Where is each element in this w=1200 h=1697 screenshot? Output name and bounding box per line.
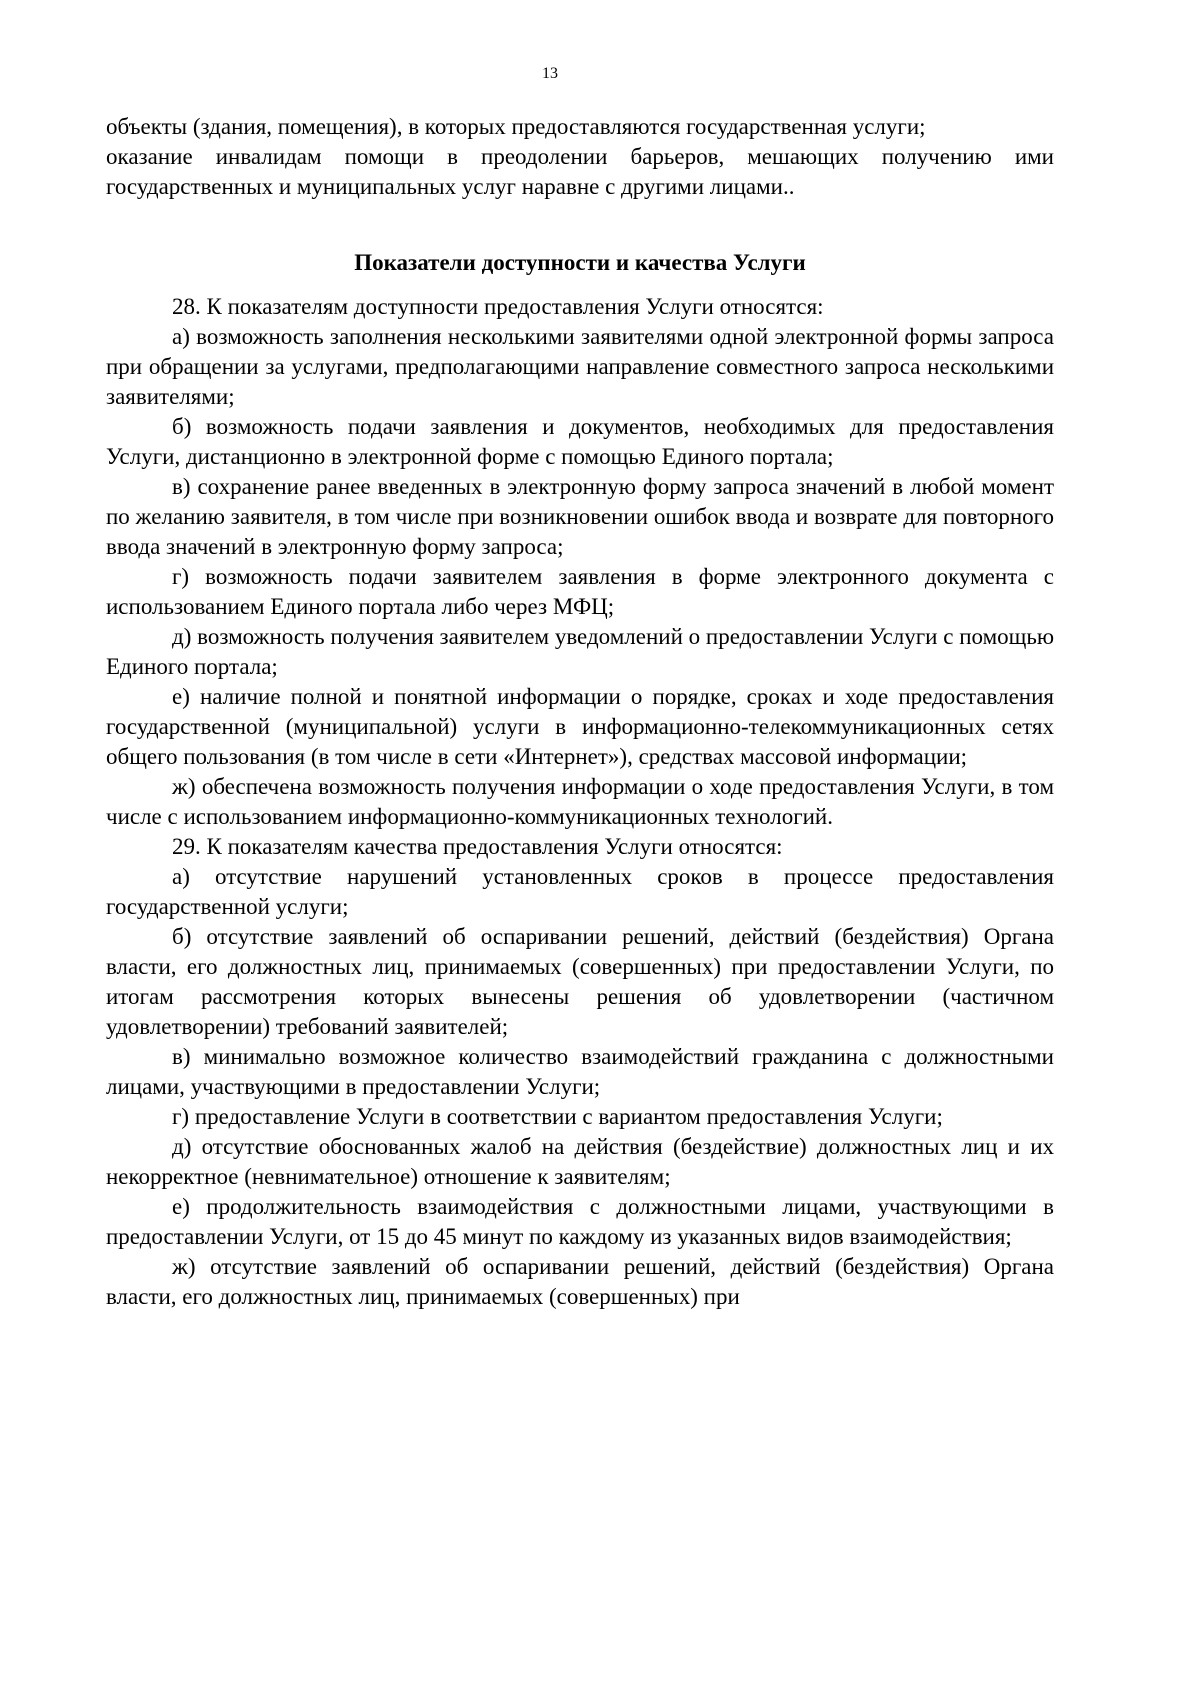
- clause-28-item-d: д) возможность получения заявителем уведомлений о предоставлении Услуги с помощью Единого портала;: [106, 624, 1055, 679]
- clause-28-item-a: а) возможность заполнения несколькими заявителями одной электронной формы запроса при обращении за услугами, предполагающими направление совместного запроса несколькими заявителями;: [106, 324, 1054, 409]
- clause-28-item-e: е) наличие полной и понятной информации о порядке, сроках и ходе предоставления государственной (муниципальной) услуги в информационно-телекоммуникационных сетях общего пользования (в том числе в сети «Интернет»), средствах массовой информации;: [106, 684, 1054, 769]
- clause-29-item-v: в) минимально возможное количество взаимодействий гражданина с должностными лицами, участвующими в предоставлении Услуги;: [106, 1044, 1054, 1099]
- intro-line-2: оказание инвалидам помощи в преодолении барьеров, мешающих получению ими государственных и муниципальных услуг наравне с другими лицами..: [106, 144, 1054, 199]
- intro-line-1: объекты (здания, помещения), в которых предоставляются государственная услуги;: [106, 114, 926, 139]
- clause-29-item-e: е) продолжительность взаимодействия с должностными лицами, участвующими в предоставлении Услуги, от 15 до 45 минут по каждому из указанных видов взаимодействия;: [106, 1194, 1054, 1249]
- document-body: [106, 112, 1054, 1312]
- clause-28-item-g: г) возможность подачи заявителем заявления в форме электронного документа с использованием Единого портала либо через МФЦ;: [106, 564, 1054, 619]
- section-heading: Показатели доступности и качества Услуги: [354, 250, 806, 275]
- page-number: 13: [542, 65, 558, 82]
- clause-28-item-v: в) сохранение ранее введенных в электронную форму запроса значений в любой момент по желанию заявителя, в том числе при возникновении ошибок ввода и возврате для повторного ввода значений в электронную форму запроса;: [106, 474, 1054, 559]
- clause-29-item-d: д) отсутствие обоснованных жалоб на действия (бездействие) должностных лиц и их некорректное (невнимательное) отношение к заявителям;: [106, 1134, 1054, 1189]
- clause-29-item-zh: ж) отсутствие заявлений об оспаривании решений, действий (бездействия) Органа власти, его должностных лиц, принимаемых (совершенных) при: [106, 1254, 1054, 1309]
- clause-29-item-g: г) предоставление Услуги в соответствии с вариантом предоставления Услуги;: [172, 1104, 943, 1129]
- clause-29-lead: 29. К показателям качества предоставления Услуги относятся:: [172, 834, 783, 859]
- clause-28-item-zh: ж) обеспечена возможность получения информации о ходе предоставления Услуги, в том числе с использованием информационно-коммуникационных технологий.: [106, 774, 1054, 829]
- clause-28-item-b: б) возможность подачи заявления и документов, необходимых для предоставления Услуги, дистанционно в электронной форме с помощью Единого портала;: [106, 414, 1054, 469]
- clause-29-item-b: б) отсутствие заявлений об оспаривании решений, действий (бездействия) Органа власти, его должностных лиц, принимаемых (совершенных) при предоставлении Услуги, по итогам рассмотрения которых вынесены решения об удовлетворении (частичном удовлетворении) требований заявителей;: [106, 924, 1054, 1039]
- clause-28-lead: 28. К показателям доступности предоставления Услуги относятся:: [172, 294, 824, 319]
- clause-29-item-a: а) отсутствие нарушений установленных сроков в процессе предоставления государственной услуги;: [106, 864, 1054, 919]
